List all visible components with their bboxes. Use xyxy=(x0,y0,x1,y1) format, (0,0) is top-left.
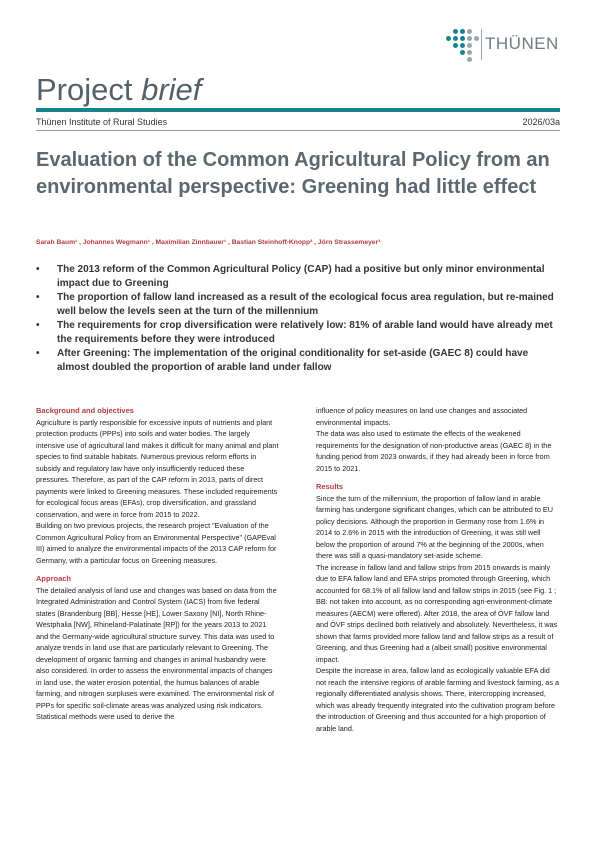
issue-number: 2026/03a xyxy=(522,117,560,127)
document-title: Evaluation of the Common Agricultural Policy from an environmental perspective: Greening had little effect xyxy=(36,149,550,198)
key-finding: • The 2013 reform of the Common Agricultural Policy (CAP) had a positive but only minor environmental impact due to Greening xyxy=(36,263,560,290)
results-heading: Results xyxy=(316,482,344,491)
logo-wordmark: THÜNEN xyxy=(485,34,559,53)
logo-dots xyxy=(441,27,479,63)
thuenen-logo xyxy=(441,27,563,63)
project-brief-heading xyxy=(36,72,201,108)
approach-continuation: influence of policy measures on land use changes and associated environmental impacts. xyxy=(316,406,528,427)
results-paragraph: Despite the increase in area, fallow land as ecologically valuable EFA did not reach the intensive regions of arable farming and livestock farming, as a regionally differentiated analysis shows. There, intercropping increased, which was already frequently integrated into the cultivation program before the introduction of Greening and thus accounted for a high proportion of arable land. xyxy=(316,666,560,733)
header-rule xyxy=(36,108,560,112)
divider xyxy=(36,130,560,131)
author-list: Sarah Baum¹ , Johannes Wegmann¹ , Maximilian Zinnbauer¹ , Bastian Steinhoff-Knopp² , Jörn Strassemeyer³ xyxy=(36,239,381,246)
background-heading: Background and objectives xyxy=(36,406,134,415)
key-finding: • The proportion of fallow land increased as a result of the ecological focus area regulation, but re-mained well below the levels seen at the turn of the millennium xyxy=(36,291,560,318)
right-column xyxy=(316,405,559,734)
results-paragraph: The increase in fallow land and fallow strips from 2015 onwards is mainly due to EFA fallow land and EFA strips promoted through Greening, which accounted for 68.1% of all fallow land and fallow strips in 2015 (see Fig. 1 ; BB: not taken into account, as no corresponding agri-environment-climate measures (AECM) were offered). After 2018, the area of ÖVF fallow land and ÖVF strips declined both relatively and absolutely. Nevertheless, it was shown that farms provided more fallow land and fallow strips as a result of Greening, and thus Greening had a (albeit small) positive environmental impact. xyxy=(316,562,558,664)
approach-heading: Approach xyxy=(36,574,72,583)
key-finding: • After Greening: The implementation of the original conditionality for set-aside (GAEC 8) could have almost doubled the proportion of arable land under fallow xyxy=(36,347,560,374)
approach-paragraph: The data was also used to estimate the effects of the weakened requirements for the designation of non-productive areas (GAEC 8) in the funding period from 2023 onwards, if they had already been in force from 2015 to 2021. xyxy=(316,429,552,473)
key-findings-list xyxy=(36,263,560,375)
key-finding: • The requirements for crop diversification were relatively low: 81% of arable land would have already met the requirements before they were introduced xyxy=(36,319,560,346)
approach-paragraph: The detailed analysis of land use and changes was based on data from the Integrated Administration and Control System (IACS) from five federal states (Brandenburg [BB], Hesse [HE], Lower Saxony [NI], North Rhine-Westphalia [NW], Rhineland-Palatinate [RP]) for the years 2013 to 2021 and the Germany-wide agricultural structure survey. This data was used to analyze trends in land use that are particularly relevant to Greening. The development of organic farming and changes in animal husbandry were also considered. In order to assess the environmental impacts of changes in land use, the water erosion potential, the humus balances of arable farming, and nitrogen surpluses were examined. The environmental risk of PPPs for specific soil-climate areas was analyzed using risk indicators. Statistical methods were used to derive the xyxy=(36,585,277,721)
logo-separator xyxy=(481,29,482,60)
brief-word: brief xyxy=(141,72,202,107)
project-brief-word: Project xyxy=(36,72,133,107)
institute-name: Thünen Institute of Rural Studies xyxy=(36,117,168,127)
background-paragraph: Agriculture is partly responsible for excessive inputs of nutrients and plant protection products (PPPs) into soils and water bodies. The largely intensive use of agricultural land makes it difficult for many animal and plant species to find suitable habitats. Numerous previous reform efforts in subsidy and regulatory law have only insufficiently reduced these pressures. Therefore, as part of the CAP reform in 2013, parts of direct payments were linked to Greening measures. These included requirements for ecological focus areas (EFAs), crop diversification, and grassland conservation, and were in force from 2015 to 2022. xyxy=(36,417,279,519)
results-paragraph: Since the turn of the millennium, the proportion of fallow land in arable farming has undergone significant changes, which can be attributed to EU policy decisions. Although the proportion in Germany rose from 1.6% in 2014 to 2.6% in 2015 with the introduction of Greening, it was still well below the proportion of around 7% at the beginning of the 2000s, when there was still a quasi-mandatory set-aside scheme. xyxy=(316,493,553,560)
background-paragraph: Building on two previous projects, the research project "Evaluation of the Common Agricultural Policy from an Environmental Perspective" (GAPEval III) aimed to analyze the environmental impacts of the 2013 CAP reform for Germany, with a particular focus on Greening measures. xyxy=(36,521,277,565)
left-column xyxy=(36,405,279,723)
